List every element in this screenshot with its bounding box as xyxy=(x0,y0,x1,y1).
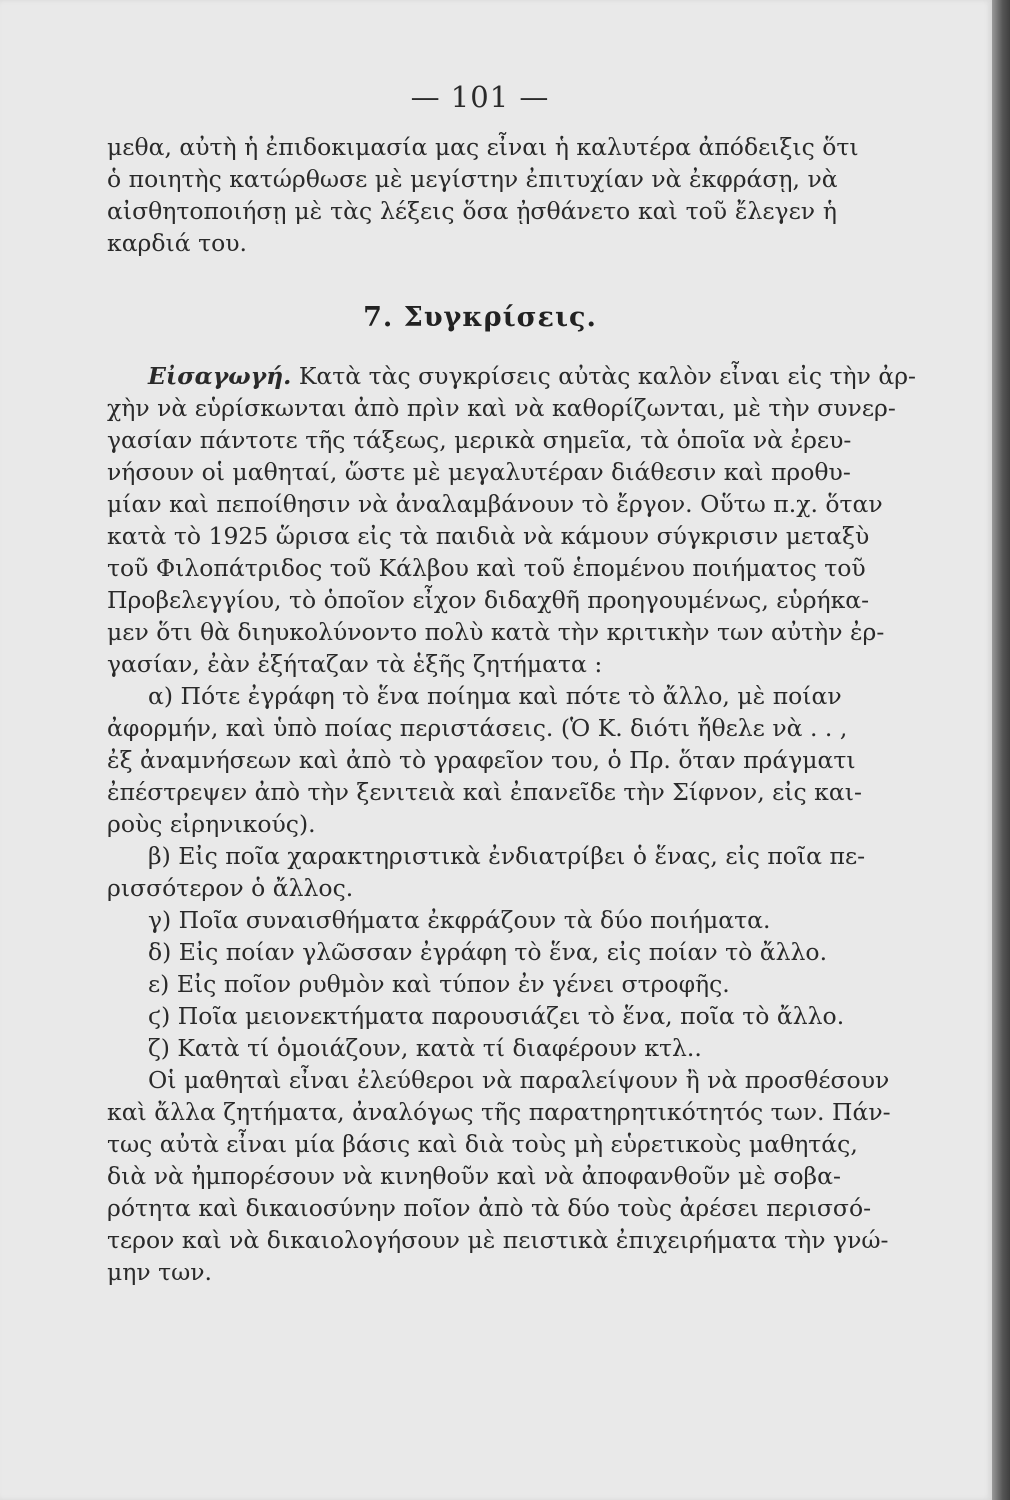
text-line: ρότητα καὶ δικαιοσύνην ποῖον ἀπὸ τὰ δύο τοὺς ἀρέσει περισσό- xyxy=(107,1194,872,1222)
text-line: ρισσότερον ὁ ἄλλος. xyxy=(107,874,354,902)
intro-text: Κατὰ τὰς συγκρίσεις αὐτὰς καλὸν εἶναι εἰς τὴν ἀρ- xyxy=(291,362,916,390)
text-line: γασίαν πάντοτε τῆς τάξεως, μερικὰ σημεῖα, τὰ ὁποῖα νὰ ἐρευ- xyxy=(107,426,852,454)
text-line: διὰ νὰ ἠμπορέσουν νὰ κινηθοῦν καὶ νὰ ἀποφανθοῦν μὲ σοβα- xyxy=(107,1162,841,1190)
list-item-d: δ) Εἰς ποίαν γλῶσσαν ἐγράφη τὸ ἕνα, εἰς ποίαν τὸ ἄλλο. xyxy=(148,938,828,966)
list-item-e: ε) Εἰς ποῖον ρυθμὸν καὶ τύπον ἐν γένει στροφῆς. xyxy=(148,970,730,998)
text-line: ἀφορμήν, καὶ ὑπὸ ποίας περιστάσεις. (Ὁ Κ. διότι ἤθελε νὰ . . , xyxy=(107,714,848,742)
list-item-g: ζ) Κατὰ τί ὁμοιάζουν, κατὰ τί διαφέρουν κτλ.. xyxy=(148,1034,702,1062)
text-line: τοῦ Φιλοπάτριδος τοῦ Κάλβου καὶ τοῦ ἑπομένου ποιήματος τοῦ xyxy=(107,554,866,582)
page-edge-shadow xyxy=(992,0,1010,1500)
list-item-b: β) Εἰς ποῖα χαρακτηριστικὰ ἐνδιατρίβει ὁ ἕνας, εἰς ποῖα πε- xyxy=(148,842,866,870)
text-line: χὴν νὰ εὑρίσκωνται ἀπὸ πρὶν καὶ νὰ καθορίζωνται, μὲ τὴν συνερ- xyxy=(107,394,896,422)
text-line: καὶ ἄλλα ζητήματα, ἀναλόγως τῆς παρατηρητικότητός των. Πάν- xyxy=(107,1098,891,1126)
list-item-f: ϛ) Ποῖα μειονεκτήματα παρουσιάζει τὸ ἕνα, ποῖα τὸ ἄλλο. xyxy=(148,1002,845,1030)
text-line: Προβελεγγίου, τὸ ὁποῖον εἶχον διδαχθῆ προηγουμένως, εὑρήκα- xyxy=(107,586,870,614)
closing-line: Οἱ μαθηταὶ εἶναι ἐλεύθεροι νὰ παραλείψουν ἢ νὰ προσθέσουν xyxy=(148,1066,890,1094)
list-item-c: γ) Ποῖα συναισθήματα ἐκφράζουν τὰ δύο ποιήματα. xyxy=(148,906,771,934)
text-line: μεθα, αὐτὴ ἡ ἐπιδοκιμασία μας εἶναι ἡ καλυτέρα ἀπόδειξις ὅτι xyxy=(107,133,859,161)
text-line: τως αὐτὰ εἶναι μία βάσις καὶ διὰ τοὺς μὴ εὑρετικοὺς μαθητάς, xyxy=(107,1130,858,1158)
text-line: ἐπέστρεψεν ἀπὸ τὴν ξενιτειὰ καὶ ἐπανεῖδε τὴν Σίφνον, εἰς και- xyxy=(107,778,862,806)
text-line: νήσουν οἱ μαθηταί, ὥστε μὲ μεγαλυτέραν διάθεσιν καὶ προθυ- xyxy=(107,458,851,486)
text-line: τερον καὶ νὰ δικαιολογήσουν μὲ πειστικὰ ἐπιχειρήματα τὴν γνώ- xyxy=(107,1226,889,1254)
text-line: μίαν καὶ πεποίθησιν νὰ ἀναλαμβάνουν τὸ ἔργον. Οὕτω π.χ. ὅταν xyxy=(107,490,883,518)
intro-label: Εἰσαγωγή. xyxy=(148,362,292,390)
intro-line xyxy=(148,360,916,392)
text-line: αἰσθητοποιήσῃ μὲ τὰς λέξεις ὅσα ᾐσθάνετο καὶ τοῦ ἔλεγεν ἡ xyxy=(107,197,837,225)
text-line: κατὰ τὸ 1925 ὥρισα εἰς τὰ παιδιὰ νὰ κάμουν σύγκρισιν μεταξὺ xyxy=(107,522,870,550)
text-line: μην των. xyxy=(107,1258,213,1286)
text-line: γασίαν, ἐὰν ἐξήταζαν τὰ ἑξῆς ζητήματα : xyxy=(107,650,603,678)
text-line: καρδιά του. xyxy=(107,229,247,257)
section-heading: 7. Συγκρίσεις. xyxy=(363,302,597,333)
text-line: μεν ὅτι θὰ διηυκολύνοντο πολὺ κατὰ τὴν κριτικὴν των αὐτὴν ἐρ- xyxy=(107,618,885,646)
text-line: ὁ ποιητὴς κατώρθωσε μὲ μεγίστην ἐπιτυχίαν νὰ ἐκφράσῃ, νὰ xyxy=(107,165,838,193)
page-number: — 101 — xyxy=(410,80,550,114)
text-line: ἐξ ἀναμνήσεων καὶ ἀπὸ τὸ γραφεῖον του, ὁ Πρ. ὅταν πράγματι xyxy=(107,746,856,774)
text-line: ροὺς εἰρηνικούς). xyxy=(107,810,316,838)
list-item-a: α) Πότε ἐγράφη τὸ ἕνα ποίημα καὶ πότε τὸ ἄλλο, μὲ ποίαν xyxy=(148,682,842,710)
